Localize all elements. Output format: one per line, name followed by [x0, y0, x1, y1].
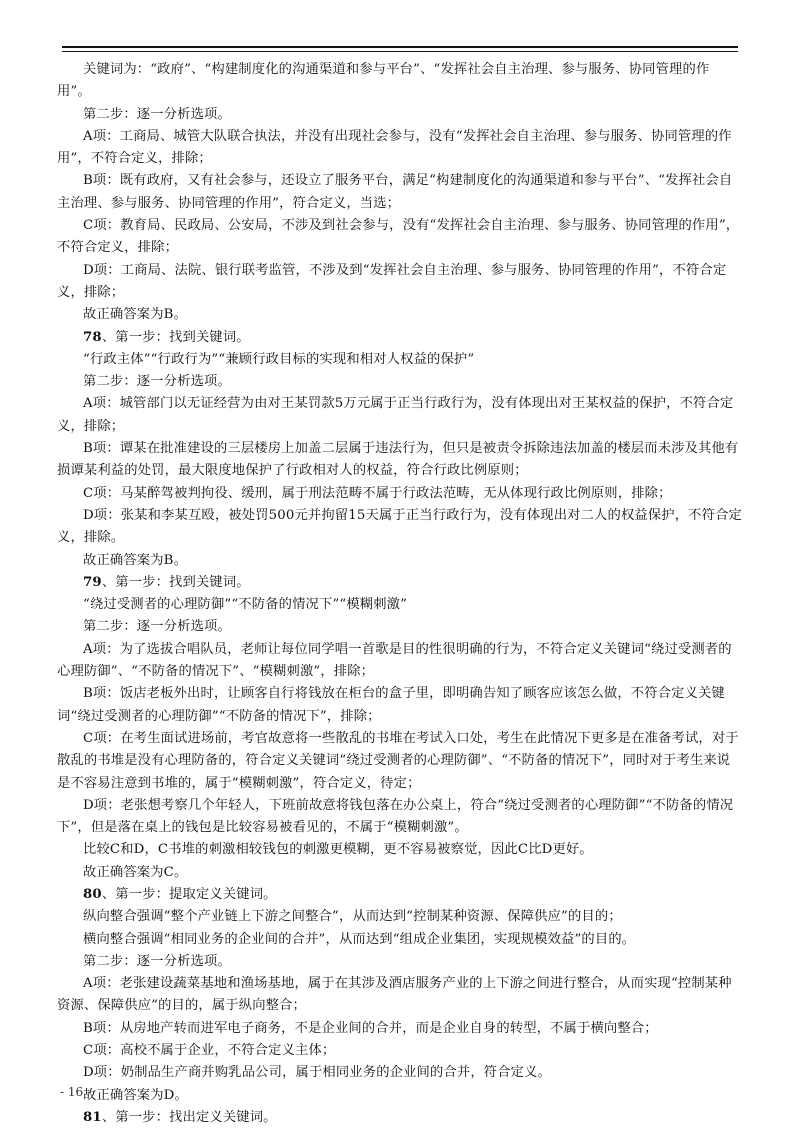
paragraph: C项：在考生面试进场前，考官故意将一些散乱的书堆在考试入口处，考生在此情况下更多是在准备考试，对于散乱的书堆是没有心理防备的，符合定义关键词“绕过受测者的心理防御”、“不防备的情况下”，同时对于考生来说是不容易注意到书堆的，属于“模糊刺激”，符合定义，待定；	[57, 730, 739, 791]
paragraph: B项：从房地产转而进军电子商务，不是企业间的合并，而是企业自身的转型，不属于横向整合；	[83, 1020, 658, 1036]
paragraph: D项：工商局、法院、银行联考监管，不涉及到“发挥社会自主治理、参与服务、协同管理的作用”，不符合定义，排除；	[57, 262, 727, 300]
header-rule-thin	[62, 51, 738, 52]
paragraph: A项：老张建设蔬菜基地和渔场基地，属于在其涉及酒店服务产业的上下游之间进行整合，从而实现“控制某种资源、保障供应”的目的，属于纵向整合；	[57, 976, 732, 1014]
paragraph: “行政主体”“行政行为”“兼顾行政目标的实现和相对人权益的保护”	[83, 351, 475, 367]
paragraph: 横向整合强调“相同业务的企业间的合并”，从而达到“组成企业集团，实现规模效益”的目的。	[83, 931, 636, 947]
paragraph: 第二步：逐一分析选项。	[83, 953, 231, 969]
question-heading-text: 、第一步：提取定义关键词。	[101, 886, 277, 902]
answer-line: 故正确答案为D。	[83, 1087, 188, 1103]
paragraph: 第二步：逐一分析选项。	[83, 619, 231, 635]
question-heading	[57, 327, 743, 349]
question-number: 81	[83, 1109, 102, 1125]
document-body	[57, 59, 743, 1129]
paragraph: “绕过受测者的心理防御”“不防备的情况下”“模糊刺激”	[83, 597, 408, 613]
paragraph: C项：马某醉驾被判拘役、缓刑，属于刑法范畴不属于行政法范畴，无从体现行政比例原则，排除；	[83, 485, 672, 501]
paragraph: D项：张某和李某互殴，被处罚500元并拘留15天属于正当行政行为，没有体现出对二人的权益保护，不符合定义，排除。	[57, 507, 742, 546]
question-heading	[57, 884, 743, 906]
page-number: - 16 -	[60, 1085, 92, 1099]
answer-line: 故正确答案为B。	[83, 552, 188, 568]
paragraph: B项：谭某在批准建设的三层楼房上加盖二层属于违法行为，但只是被责令拆除违法加盖的楼层而未涉及其他有损谭某利益的处罚，最大限度地保护了行政相对人的权益，符合行政比例原则；	[57, 441, 739, 479]
paragraph: C项：高校不属于企业，不符合定义主体；	[83, 1043, 336, 1059]
answer-line: 故正确答案为C。	[83, 864, 188, 880]
paragraph: C项：教育局、民政局、公安局，不涉及到社会参与，没有“发挥社会自主治理、参与服务、协同管理的作用”，不符合定义，排除；	[57, 218, 740, 256]
paragraph: 第二步：逐一分析选项。	[83, 374, 231, 390]
question-heading-text: 、第一步：找出定义关键词。	[101, 1109, 277, 1125]
paragraph: A项：为了选拔合唱队员，老师让每位同学唱一首歌是目的性很明确的行为，不符合定义关键词“绕过受测者的心理防御”、“不防备的情况下”、“模糊刺激”，排除；	[57, 641, 732, 680]
question-heading-text: 、第一步：找到关键词。	[101, 329, 250, 345]
header-rule-thick	[62, 46, 738, 48]
paragraph: 关键词为：“政府”、“构建制度化的沟通渠道和参与平台”、“发挥社会自主治理、参与服务、协同管理的作用”。	[57, 62, 710, 100]
answer-line: 故正确答案为B。	[83, 307, 188, 323]
question-heading	[57, 572, 743, 594]
question-number: 78	[83, 329, 102, 345]
paragraph: 第二步：逐一分析选项。	[83, 106, 231, 122]
question-heading-text: 、第一步：找到关键词。	[101, 574, 250, 590]
question-number: 80	[83, 886, 102, 902]
paragraph: D项：老张想考察几个年轻人，下班前故意将钱包落在办公桌上，符合“绕过受测者的心理防御”“不防备的情况下”，但是落在桌上的钱包是比较容易被看见的，不属于“模糊刺激”。	[57, 797, 734, 836]
question-number: 79	[83, 574, 102, 590]
paragraph: A项：城管部门以无证经营为由对王某罚款5万元属于正当行政行为，没有体现出对王某权益的保护，不符合定义，排除；	[57, 396, 734, 434]
paragraph: A项：工商局、城管大队联合执法，并没有出现社会参与，没有“发挥社会自主治理、参与服务、协同管理的作用”，不符合定义，排除；	[57, 128, 732, 167]
question-heading	[57, 1107, 743, 1129]
paragraph: B项：既有政府，又有社会参与，还设立了服务平台，满足“构建制度化的沟通渠道和参与平台”、“发挥社会自主治理、参与服务、协同管理的作用”，符合定义，当选；	[57, 173, 733, 211]
paragraph: B项：饭店老板外出时，让顾客自行将钱放在柜台的盒子里，即明确告知了顾客应该怎么做，不符合定义关键词“绕过受测者的心理防御”“不防备的情况下”，排除；	[57, 686, 725, 724]
paragraph: 比较C和D，C书堆的刺激相较钱包的刺激更模糊，更不容易被察觉，因此C比D更好。	[83, 842, 593, 858]
paragraph: D项：奶制品生产商并购乳品公司，属于相同业务的企业间的合并，符合定义。	[83, 1065, 552, 1081]
paragraph: 纵向整合强调“整个产业链上下游之间整合”，从而达到“控制某种资源、保障供应”的目的；	[83, 909, 622, 925]
